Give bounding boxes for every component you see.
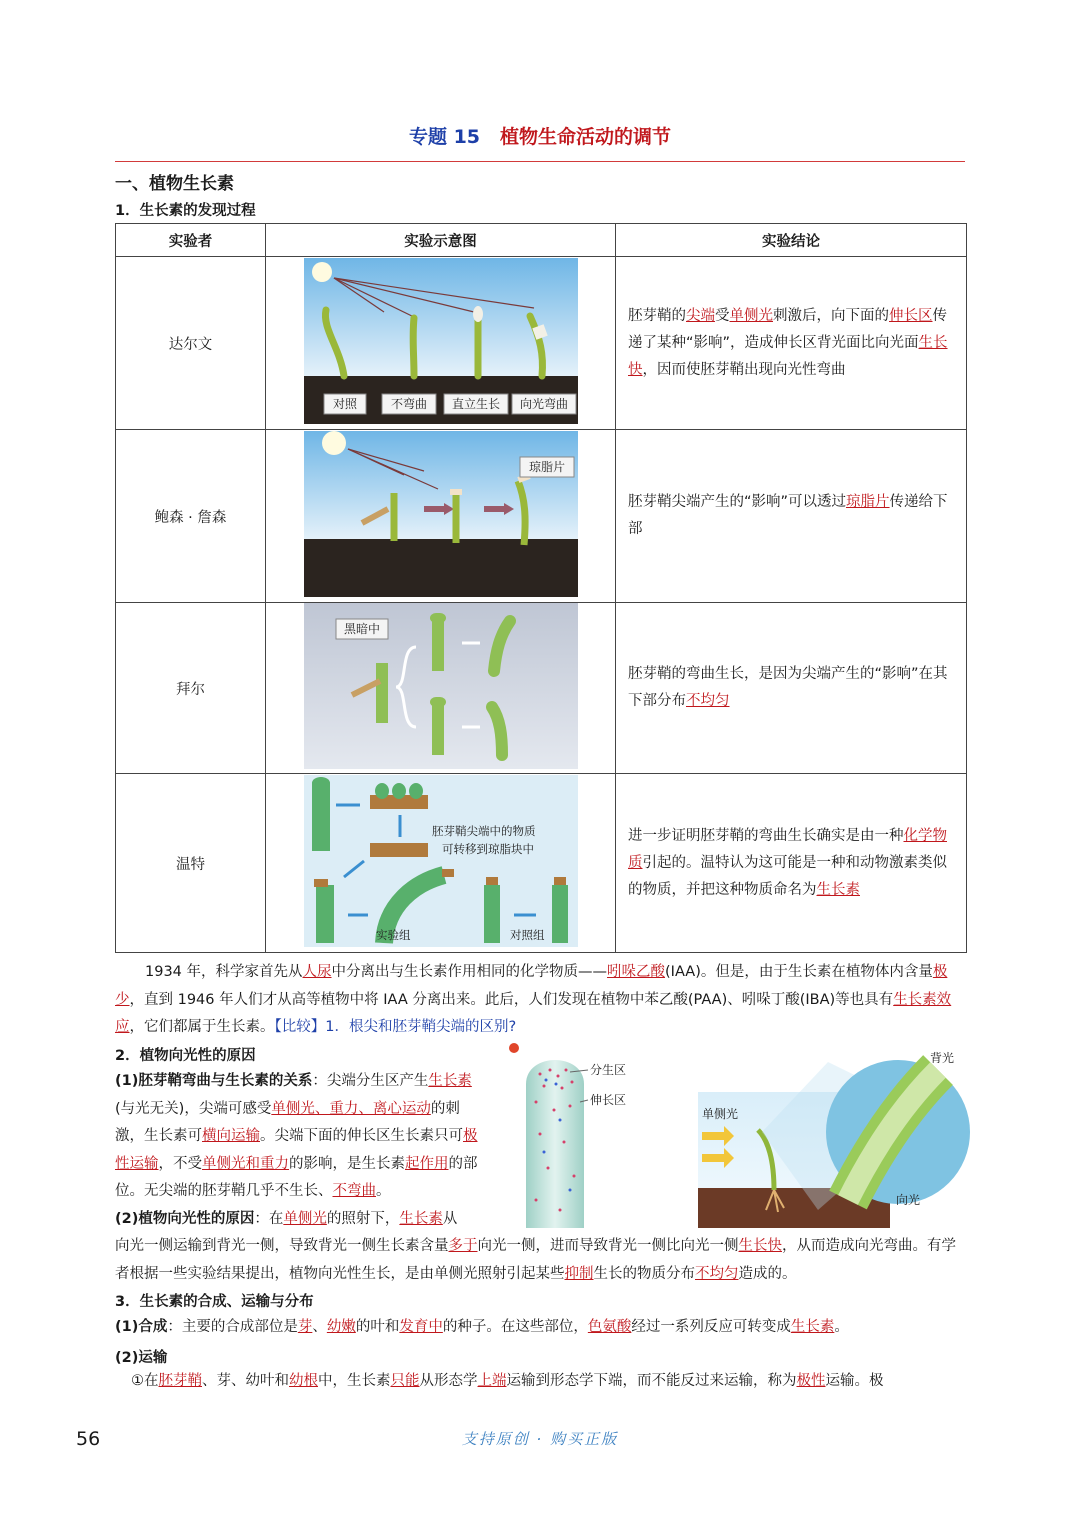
bold-lead: (1)胚芽鞘弯曲与生长素的关系 (115, 1073, 313, 1089)
page-number: 56 (76, 1428, 101, 1450)
opaque-cap-icon (473, 306, 483, 322)
coleoptile-tip-figure (500, 1040, 650, 1230)
text-run: ①在 (131, 1373, 159, 1389)
text-run: 生长的物质分布 (593, 1265, 695, 1282)
key-term: 只能 (390, 1373, 420, 1389)
text-run: 向光一侧，进而导致背光一侧比向光一侧 (477, 1238, 739, 1254)
text-run: 。尖端下面的伸长区生长素只可 (260, 1128, 463, 1144)
boysen-jensen-illustration (304, 431, 578, 597)
key-term: 极少 (115, 964, 948, 1008)
key-term: 抑制 (564, 1265, 594, 1282)
agar-block (370, 843, 428, 857)
label-control: 对照 (332, 397, 357, 411)
text-run: 受 (715, 307, 730, 324)
paragraph-transport-heading: (2)运输 (115, 1350, 168, 1366)
diagram-boysen-jensen (266, 430, 616, 603)
key-term: 化学物质 (628, 827, 947, 871)
paragraph-synthesis (115, 1314, 967, 1342)
page-title (0, 122, 1080, 149)
text-run: ，不受 (158, 1155, 202, 1172)
table-row (116, 774, 967, 953)
agar-slice (450, 489, 462, 495)
key-term: 生长素 (399, 1211, 443, 1227)
key-term: 尖端 (686, 307, 715, 324)
compare-note: 【比较】1．根尖和胚芽鞘尖端的区别? (274, 1019, 517, 1035)
key-term: 琼脂片 (846, 494, 890, 510)
text-run: 传递给下部 (628, 494, 948, 537)
text-run: ：尖端分生区产生 (312, 1073, 429, 1089)
text-run: 向光一侧运输到背光一侧，导致背光一侧生长素含量 (115, 1238, 449, 1254)
experimenter-name: 拜尔 (116, 603, 266, 774)
table-row (116, 430, 967, 603)
subsection-heading-1: 1．生长素的发现过程 (115, 203, 256, 219)
text-run: 胚芽鞘尖端产生的“影响”可以透过 (628, 494, 847, 510)
key-term: 上端 (477, 1373, 507, 1389)
phototropism-figure (698, 1040, 970, 1230)
text-run: 。 (376, 1183, 391, 1199)
text-run: 运输到形态学下端，而不能反过来运输，称为 (506, 1373, 797, 1389)
key-term: 多于 (448, 1238, 478, 1254)
text-run: 从形态学 (419, 1373, 478, 1389)
text-run: 造成的。 (738, 1265, 797, 1282)
key-term: 不均匀 (686, 693, 730, 709)
text-run: 胚芽鞘的 (628, 307, 686, 324)
text-run: (IAA)。但是，由于生长素在植物体内含量 (665, 964, 933, 980)
text-run: ，直到 1946 年人们才从高等植物中将 IAA 分离出来。此后，人们发现在植物中苯乙酸(PAA)、吲哚丁酸(IBA)等也具有 (129, 991, 894, 1008)
diagram-paal (266, 603, 616, 774)
label-tip-substance: 胚芽鞘尖端中的物质 (431, 824, 535, 838)
text-run: 从 (442, 1211, 458, 1227)
table-header-row (116, 224, 967, 257)
experiment-table (115, 223, 967, 953)
text-run: 。 (834, 1319, 849, 1335)
key-term: 生长素 (428, 1073, 472, 1089)
key-term: 生长素效应 (115, 991, 952, 1035)
text-run: 的叶和 (355, 1319, 400, 1335)
key-term: 幼根 (289, 1373, 318, 1389)
text-run: 的部位。无尖端的胚芽鞘几乎不生长、 (115, 1155, 478, 1199)
text-run: ，从而造成向光弯曲。有学者根据一些实验结果提出，植物向光性生长，是由单侧光照射引起某些 (115, 1238, 956, 1282)
label-agar-slice: 琼脂片 (528, 460, 565, 474)
diagram-darwin (266, 257, 616, 430)
key-term: 人尿 (302, 964, 332, 980)
col-header-conclusion: 实验结论 (616, 224, 967, 257)
label-experimental-group: 实验组 (375, 928, 410, 942)
experimenter-name: 达尔文 (116, 257, 266, 430)
key-term: 单侧光和重力 (202, 1155, 289, 1172)
label-transfer: 可转移到琼脂块中 (441, 842, 534, 856)
text-run: 的种子。在这些部位， (442, 1319, 588, 1335)
key-term: 单侧光 (729, 307, 773, 324)
diagram-went (266, 774, 616, 953)
text-run: ，它们都属于生长素。 (129, 1019, 275, 1035)
key-term: 幼嫩 (326, 1319, 356, 1335)
key-term: 芽 (297, 1319, 313, 1335)
label-control-group: 对照组 (509, 928, 544, 942)
text-run: 中，生长素 (318, 1373, 391, 1389)
label-lit-side: 向光 (896, 1193, 921, 1207)
experimenter-name: 鲍森 · 詹森 (116, 430, 266, 603)
key-term: 吲哚乙酸 (607, 964, 666, 980)
key-term: 单侧光 (283, 1211, 327, 1227)
col-header-diagram: 实验示意图 (266, 224, 616, 257)
went-illustration (304, 775, 578, 947)
text-run: 的照射下， (326, 1211, 400, 1227)
key-term: 发育中 (399, 1319, 443, 1335)
text-run: 胚芽鞘的弯曲生长，是因为尖端产生的“影响”在其下部分布 (628, 666, 948, 709)
light-source-icon (509, 1043, 519, 1053)
key-term: 色氨酸 (587, 1319, 632, 1335)
label-elongation-zone: 伸长区 (590, 1093, 627, 1107)
text-run: ：主要的合成部位是 (167, 1319, 298, 1335)
text-run: 传递了某种“影响”，造成伸长区背光面比向光面 (628, 307, 947, 351)
label-meristem-zone: 分生区 (590, 1063, 627, 1077)
key-term: 极性 (796, 1373, 826, 1389)
subsection-heading-3: 3．生长素的合成、运输与分布 (115, 1294, 314, 1310)
text-run: ，因而使胚芽鞘出现向光性弯曲 (642, 361, 846, 378)
conclusion-paal (616, 603, 967, 774)
footer-slogan: 支持原创 · 购买正版 (461, 1430, 619, 1448)
text-run: 刺激后，向下面的 (773, 307, 889, 324)
key-term: 横向运输 (202, 1128, 260, 1144)
key-term: 生长素 (790, 1319, 835, 1335)
key-term: 生长快 (738, 1238, 782, 1254)
text-run: 、 (312, 1319, 327, 1335)
col-header-experimenter: 实验者 (116, 224, 266, 257)
key-term: 单侧光、重力、离心运动 (271, 1100, 431, 1117)
coleoptile-no-tip (413, 318, 414, 376)
text-run: 运输。极 (825, 1373, 884, 1389)
key-term: 不均匀 (695, 1265, 739, 1282)
text-run: 的刺激，生长素可 (115, 1100, 460, 1144)
key-term: 胚芽鞘 (158, 1373, 202, 1389)
label-unilateral-light: 单侧光 (702, 1107, 739, 1121)
conclusion-boysen-jensen (616, 430, 967, 603)
table-row (116, 257, 967, 430)
text-run: 经过一系列反应可转变成 (631, 1319, 791, 1335)
key-term: 伸长区 (889, 307, 933, 324)
experimenter-name: 温特 (116, 774, 266, 953)
coleoptile-body (526, 1060, 584, 1228)
key-term: 极性运输 (115, 1128, 478, 1172)
sun-icon (322, 431, 346, 455)
topic-title: 植物生命活动的调节 (500, 126, 672, 148)
text-run: 1934 年，科学家首先从 (145, 964, 303, 980)
bold-lead: (1)合成 (115, 1319, 168, 1335)
paragraph-phototropism-2-rest (115, 1233, 967, 1288)
conclusion-went (616, 774, 967, 953)
table-row (116, 603, 967, 774)
text-run: 中分离出与生长素作用相同的化学物质—— (331, 964, 608, 980)
paragraph-history (115, 959, 967, 1042)
title-divider (115, 161, 965, 162)
key-term: 起作用 (405, 1155, 449, 1172)
label-upright: 直立生长 (451, 397, 500, 411)
text-run: 的影响，是生长素 (289, 1155, 405, 1172)
label-shaded-side: 背光 (930, 1051, 955, 1065)
text-run: 进一步证明胚芽鞘的弯曲生长确实是由一种 (628, 827, 904, 844)
label-darkness: 黑暗中 (343, 622, 380, 636)
topic-number: 专题 15 (408, 126, 481, 148)
paragraph-phototropism-1 (115, 1068, 485, 1206)
text-run: 、芽、幼叶和 (202, 1373, 289, 1389)
text-run: (与光无关)，尖端可感受 (115, 1100, 272, 1117)
darwin-illustration (304, 258, 578, 424)
text-run: 引起的。温特认为这可能是一种和动物激素类似的物质，并把这种物质命名为 (628, 854, 947, 898)
key-term: 生长快 (628, 334, 948, 378)
bold-lead: (2)植物向光性的原因 (115, 1211, 255, 1227)
sun-icon (312, 262, 332, 282)
paal-illustration (304, 603, 578, 769)
paragraph-polar-transport (115, 1368, 967, 1396)
label-bend-to-light: 向光弯曲 (519, 397, 568, 411)
section-heading: 一、植物生长素 (115, 174, 234, 194)
conclusion-darwin (616, 257, 967, 430)
key-term: 生长素 (816, 881, 860, 898)
paragraph-phototropism-2-start (115, 1206, 485, 1234)
text-run: ：在 (254, 1211, 284, 1227)
key-term: 不弯曲 (332, 1183, 376, 1199)
label-no-bend: 不弯曲 (390, 397, 427, 411)
subsection-heading-2: 2．植物向光性的原因 (115, 1048, 256, 1064)
